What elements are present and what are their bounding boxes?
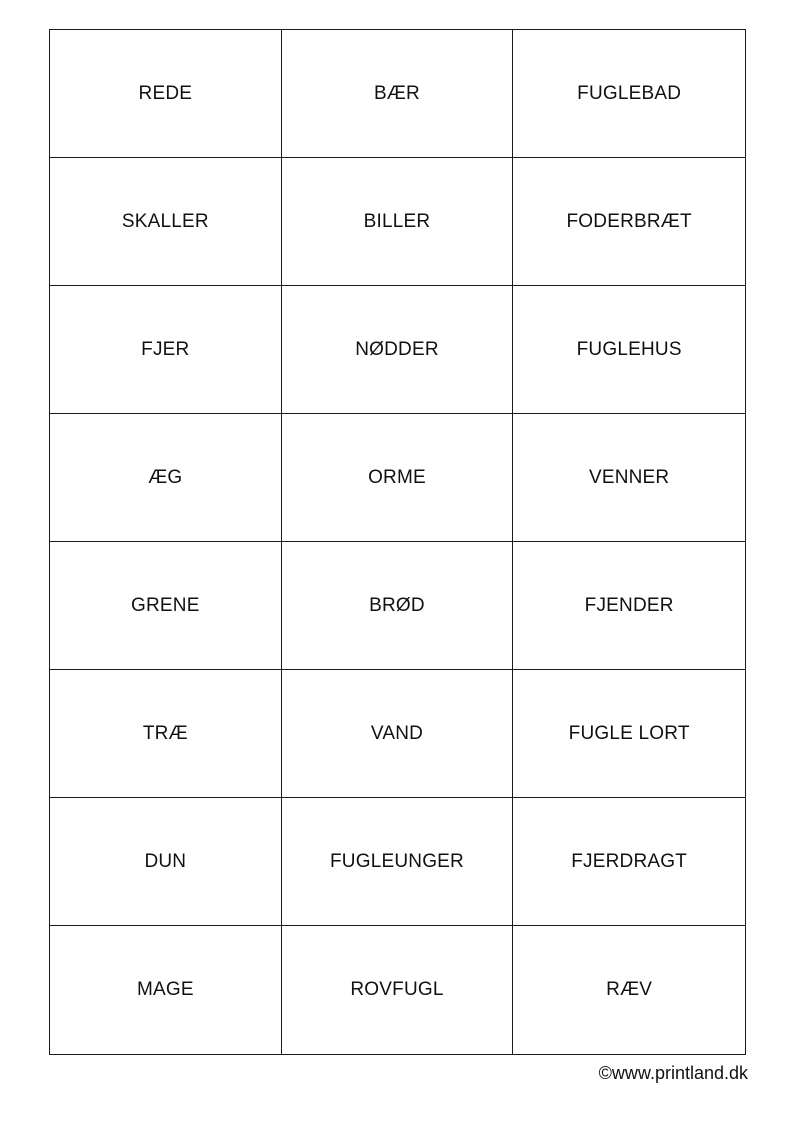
- word-card: FJENDER: [513, 542, 745, 670]
- word-card: NØDDER: [282, 286, 514, 414]
- word-card: ROVFUGL: [282, 926, 514, 1054]
- word-card: FUGLEHUS: [513, 286, 745, 414]
- word-card: VENNER: [513, 414, 745, 542]
- word-card: FJER: [50, 286, 282, 414]
- word-card: GRENE: [50, 542, 282, 670]
- word-card: FUGLEBAD: [513, 30, 745, 158]
- word-card: RÆV: [606, 979, 653, 1000]
- word-card: FODERBRÆT: [513, 158, 745, 286]
- word-card: FUGLEUNGER: [282, 798, 514, 926]
- word-card: VAND: [282, 670, 514, 798]
- word-card: TRÆ: [50, 670, 282, 798]
- word-card: ORME: [282, 414, 514, 542]
- word-card: ÆG: [50, 414, 282, 542]
- word-card: MAGE: [50, 926, 282, 1054]
- word-card: FUGLE LORT: [513, 670, 745, 798]
- copyright-footer: ©www.printland.dk: [598, 1063, 748, 1083]
- word-card: BILLER: [282, 158, 514, 286]
- word-card: SKALLER: [50, 158, 282, 286]
- word-card: FJERDRAGT: [513, 798, 745, 926]
- word-card: BÆR: [282, 30, 514, 158]
- word-card: BRØD: [282, 542, 514, 670]
- word-card: REDE: [50, 30, 282, 158]
- word-card-grid: [49, 29, 746, 1055]
- word-card: DUN: [50, 798, 282, 926]
